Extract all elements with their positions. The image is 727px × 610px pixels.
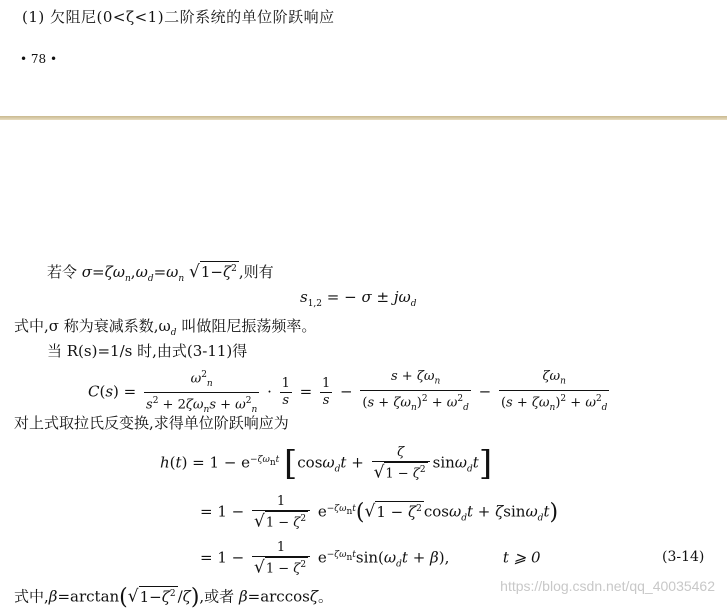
- equation-number: (3-14): [662, 549, 705, 565]
- beta-prefix: 式中,: [14, 587, 49, 606]
- step-response-eq-3: = 1 − $\frac{1}{√1 - \zeta^2}$ $e^{-\zeta\omega_nt}\sin(\omega_dt + \beta)$, t ⩾ 0: [200, 540, 541, 578]
- pole-equation: $s_{1,2}$ = − $\sigma \pm j\omega_d$: [300, 288, 417, 309]
- beta-mid: ,或者: [199, 587, 239, 606]
- laplace-equation: C(s) = $\frac{\omega^2_n}{s^2 + 2\zeta\omega_ns + \omega^2_n}$ · $\frac{1}{s}$ = $\frac{1}{s}$ − $\frac{s + \zeta\omega_n}{(s + \zeta\omega_n)^2 + \omega^2_d}$ − $\frac{\zeta\omega_n}{(s + \zeta\omega_n)^2 + \omega^2_d}$: [88, 367, 612, 418]
- definition-line: 若令 $\sigma=\zeta\omega_n,\omega_d=\omega_n$ $√1-\zeta^2$ ,则有: [47, 262, 274, 284]
- definition-end: ,则有: [238, 263, 274, 281]
- step-response-eq-1: $h(t) = 1 - e^{-\zeta\omega_nt}$ [cosω$_d$t + $\frac{\zeta}{√1 - \zeta^2}$ sinω$_d$t]: [160, 443, 493, 484]
- page-number: • 78 •: [20, 52, 58, 66]
- notation-note: 式中,σ 称为衰减系数$,\omega_d$ 叫做阻尼振荡频率。: [14, 317, 317, 338]
- definition-prefix: 若令: [47, 263, 78, 281]
- beta-definition-line: 式中$,\beta=\arctan(√1-\zeta^2$ /ζ),或者 β=arccosζ。: [14, 585, 333, 610]
- input-condition-line: 当 R(s)=1/s 时,由式(3-11)得: [47, 342, 248, 360]
- top-page-region: [0, 0, 727, 117]
- time-condition: t ⩾ 0: [502, 548, 541, 567]
- section-heading: (1) 欠阻尼(0<ζ<1)二阶系统的单位阶跃响应: [22, 8, 335, 26]
- inverse-transform-line: 对上式取拉氏反变换,求得单位阶跃响应为: [14, 414, 289, 432]
- bottom-page-region: [0, 120, 727, 607]
- notation-note-text: 式中,σ 称为衰减系数,ω: [14, 317, 171, 335]
- step-response-eq-2: = 1 − $\frac{1}{√1 - \zeta^2}$ $e^{-\zeta\omega_nt}(√1 - \zeta^2$ cosω$_d$t + ζsinω$_d$t): [200, 494, 559, 532]
- watermark: https://blog.csdn.net/qq_40035462: [500, 578, 715, 594]
- notation-note-tail: 叫做阻尼振荡频率。: [176, 317, 317, 335]
